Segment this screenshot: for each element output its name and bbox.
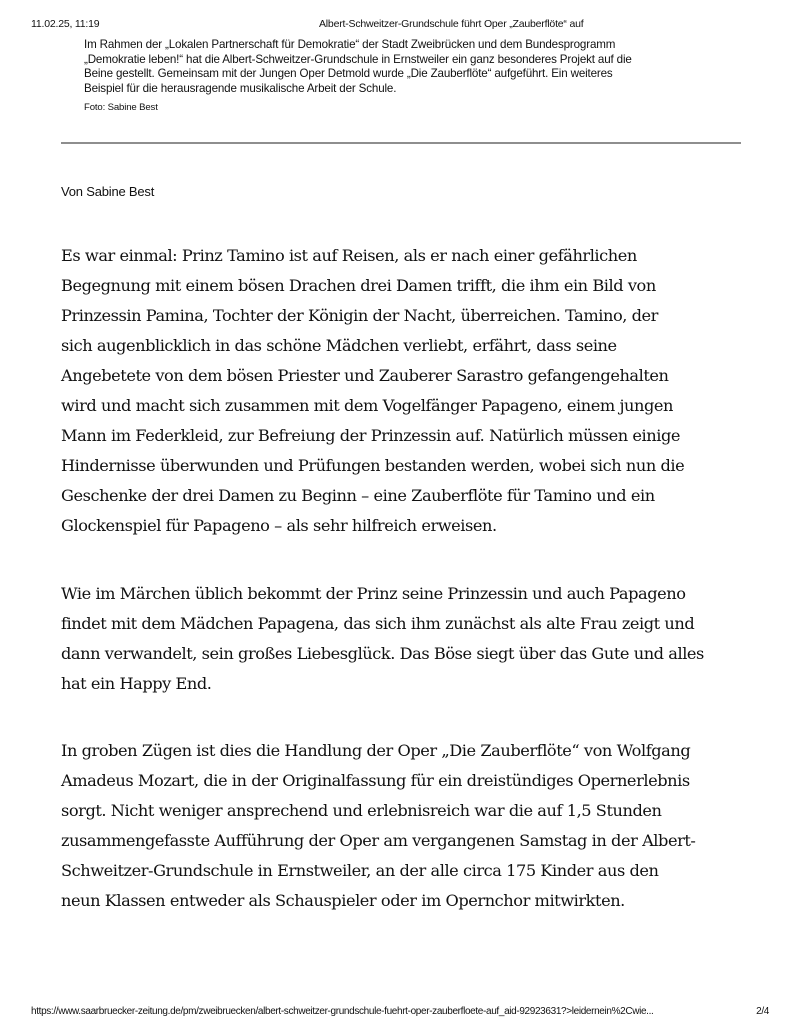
page-indicator: 2/4 bbox=[756, 1006, 769, 1017]
paragraph-line: Hindernisse überwunden und Prüfungen bestanden werden, wobei sich nun die bbox=[61, 456, 685, 475]
paragraph-line: Begegnung mit einem bösen Drachen drei Damen trifft, die ihm ein Bild von bbox=[61, 276, 656, 295]
photo-caption bbox=[84, 38, 724, 114]
paragraph-line: findet mit dem Mädchen Papagena, das sich ihm zunächst als alte Frau zeigt und bbox=[61, 614, 695, 633]
paragraph-line: Glockenspiel für Papageno – als sehr hilfreich erweisen. bbox=[61, 516, 497, 535]
article-paragraph-3 bbox=[61, 736, 751, 916]
paragraph-line: Prinzessin Pamina, Tochter der Königin der Nacht, überreichen. Tamino, der bbox=[61, 306, 658, 325]
paragraph-line: wird und macht sich zusammen mit dem Vogelfänger Papageno, einem jungen bbox=[61, 396, 674, 415]
caption-line: „Demokratie leben!“ hat die Albert-Schweitzer-Grundschule in Ernstweiler ein ganz besonderes Projekt auf die bbox=[84, 52, 632, 66]
paragraph-line: sorgt. Nicht weniger ansprechend und erlebnisreich war die auf 1,5 Stunden bbox=[61, 801, 662, 820]
paragraph-line: Angebetete von dem bösen Priester und Zauberer Sarastro gefangengehalten bbox=[61, 366, 669, 385]
article-byline: Von Sabine Best bbox=[61, 184, 155, 199]
paragraph-line: Amadeus Mozart, die in der Originalfassung für ein dreistündiges Opernerlebnis bbox=[61, 771, 690, 790]
print-header bbox=[31, 18, 769, 32]
paragraph-line: Schweitzer-Grundschule in Ernstweiler, an der alle circa 175 Kinder aus den bbox=[61, 861, 659, 880]
article-paragraph-2 bbox=[61, 579, 751, 699]
caption-divider bbox=[61, 142, 741, 144]
paragraph-line: dann verwandelt, sein großes Liebesglück. Das Böse siegt über das Gute und alles bbox=[61, 644, 704, 663]
print-page-title: Albert-Schweitzer-Grundschule führt Oper „Zauberflöte“ auf bbox=[319, 18, 584, 30]
paragraph-line: neun Klassen entweder als Schauspieler oder im Opernchor mitwirkten. bbox=[61, 891, 625, 910]
caption-line: Beine gestellt. Gemeinsam mit der Jungen Oper Detmold wurde „Die Zauberflöte“ aufgeführt. Ein weiteres bbox=[84, 67, 613, 80]
print-datetime: 11.02.25, 11:19 bbox=[31, 18, 100, 30]
caption-line: Im Rahmen der „Lokalen Partnerschaft für Demokratie“ der Stadt Zweibrücken und dem Bundesprogramm bbox=[84, 38, 616, 51]
article-paragraph-1 bbox=[61, 241, 751, 541]
caption-text bbox=[84, 38, 724, 96]
paragraph-line: In groben Zügen ist dies die Handlung der Oper „Die Zauberflöte“ von Wolfgang bbox=[61, 741, 691, 760]
paragraph-line: zusammengefasste Aufführung der Oper am vergangenen Samstag in der Albert- bbox=[61, 831, 696, 850]
paragraph-line: hat ein Happy End. bbox=[61, 674, 212, 693]
caption-line: Beispiel für die herausragende musikalische Arbeit der Schule. bbox=[84, 81, 397, 95]
paragraph-line: Mann im Federkleid, zur Befreiung der Prinzessin auf. Natürlich müssen einige bbox=[61, 426, 681, 445]
paragraph-line: Es war einmal: Prinz Tamino ist auf Reisen, als er nach einer gefährlichen bbox=[61, 246, 637, 265]
photo-credit: Foto: Sabine Best bbox=[84, 102, 158, 113]
paragraph-line: Geschenke der drei Damen zu Beginn – eine Zauberflöte für Tamino und ein bbox=[61, 486, 655, 505]
print-footer bbox=[31, 1006, 769, 1020]
paragraph-line: sich augenblicklich in das schöne Mädchen verliebt, erfährt, dass seine bbox=[61, 336, 617, 355]
paragraph-line: Wie im Märchen üblich bekommt der Prinz seine Prinzessin und auch Papageno bbox=[61, 584, 686, 603]
page-url[interactable]: https://www.saarbruecker-zeitung.de/pm/zweibruecken/albert-schweitzer-grundschule-fuehrt-oper-zauberfloete-auf_aid-92923631?>leidernein%2Cwie... bbox=[31, 1006, 654, 1017]
